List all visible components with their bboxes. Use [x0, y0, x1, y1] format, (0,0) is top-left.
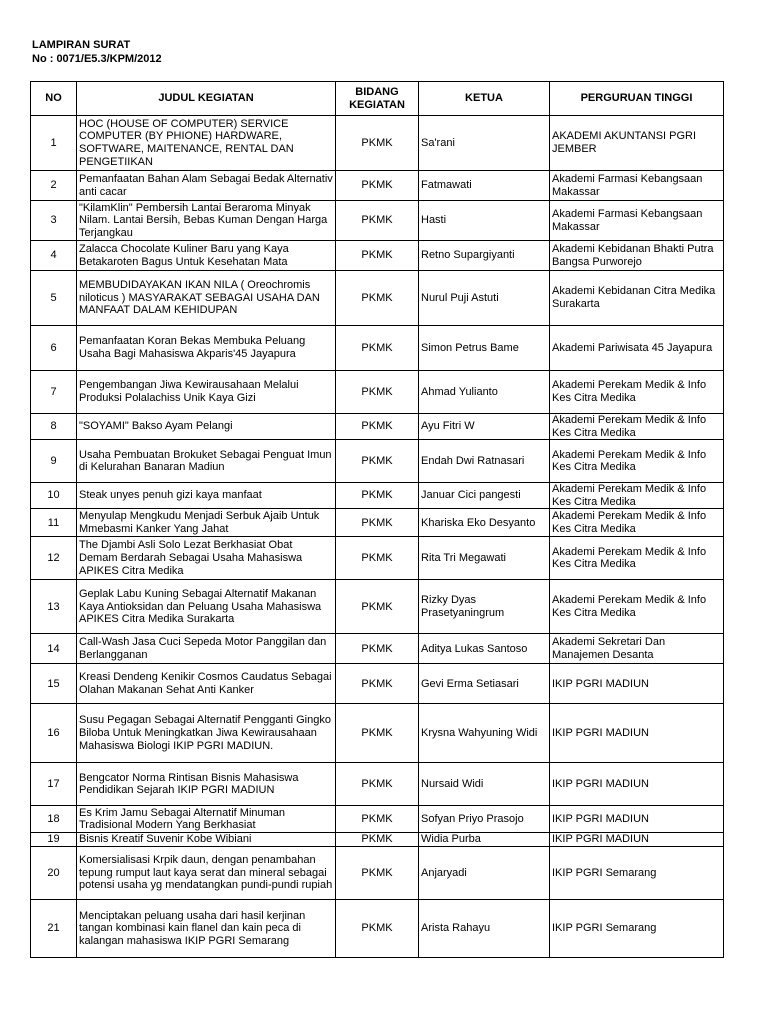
cell-perguruan-tinggi: Akademi Perekam Medik & Info Kes Citra Medika [550, 440, 724, 483]
table-row [31, 580, 724, 634]
table-row [31, 833, 724, 847]
cell-ketua: Arista Rahayu [419, 899, 550, 957]
table-row [31, 664, 724, 704]
cell-perguruan-tinggi: Akademi Farmasi Kebangsaan Makassar [550, 171, 724, 201]
table-row [31, 326, 724, 371]
cell-ketua: Anjaryadi [419, 846, 550, 899]
cell-ketua: Widia Purba [419, 833, 550, 847]
table-row [31, 440, 724, 483]
cell-perguruan-tinggi: IKIP PGRI MADIUN [550, 704, 724, 763]
cell-ketua: Ahmad Yulianto [419, 371, 550, 414]
cell-perguruan-tinggi: Akademi Sekretari Dan Manajemen Desanta [550, 634, 724, 664]
cell-judul-kegiatan: Kreasi Dendeng Kenikir Cosmos Caudatus Sebagai Olahan Makanan Sehat Anti Kanker [77, 664, 336, 704]
cell-perguruan-tinggi: IKIP PGRI MADIUN [550, 763, 724, 806]
cell-perguruan-tinggi: IKIP PGRI Semarang [550, 846, 724, 899]
cell-bidang-kegiatan: PKMK [336, 371, 419, 414]
column-header-judul: JUDUL KEGIATAN [77, 82, 336, 116]
cell-ketua: Nurul Puji Astuti [419, 271, 550, 326]
cell-no: 10 [31, 483, 77, 509]
column-header-perguruan: PERGURUAN TINGGI [550, 82, 724, 116]
cell-ketua: Khariska Eko Desyanto [419, 509, 550, 537]
table-header-row [31, 82, 724, 116]
cell-no: 20 [31, 846, 77, 899]
table-row [31, 763, 724, 806]
cell-ketua: Fatmawati [419, 171, 550, 201]
cell-no: 14 [31, 634, 77, 664]
cell-no: 21 [31, 899, 77, 957]
cell-ketua: Nursaid Widi [419, 763, 550, 806]
cell-perguruan-tinggi: Akademi Perekam Medik & Info Kes Citra Medika [550, 414, 724, 440]
cell-perguruan-tinggi: Akademi Kebidanan Citra Medika Surakarta [550, 271, 724, 326]
header-title: LAMPIRAN SURAT [32, 39, 131, 51]
cell-no: 13 [31, 580, 77, 634]
cell-perguruan-tinggi: IKIP PGRI MADIUN [550, 833, 724, 847]
cell-bidang-kegiatan: PKMK [336, 509, 419, 537]
cell-judul-kegiatan: Usaha Pembuatan Brokuket Sebagai Penguat Imun di Kelurahan Banaran Madiun [77, 440, 336, 483]
table-row [31, 414, 724, 440]
table-row [31, 806, 724, 833]
table-row [31, 537, 724, 580]
cell-ketua: Endah Dwi Ratnasari [419, 440, 550, 483]
cell-bidang-kegiatan: PKMK [336, 899, 419, 957]
cell-ketua: Rizky Dyas Prasetyaningrum [419, 580, 550, 634]
cell-judul-kegiatan: "SOYAMI" Bakso Ayam Pelangi [77, 414, 336, 440]
activities-table [30, 81, 724, 958]
table-row [31, 483, 724, 509]
cell-ketua: Simon Petrus Bame [419, 326, 550, 371]
cell-perguruan-tinggi: Akademi Perekam Medik & Info Kes Citra Medika [550, 580, 724, 634]
cell-ketua: Hasti [419, 201, 550, 241]
cell-no: 8 [31, 414, 77, 440]
column-header-ketua: KETUA [419, 82, 550, 116]
cell-judul-kegiatan: Pemanfaatan Koran Bekas Membuka Peluang Usaha Bagi Mahasiswa Akparis'45 Jayapura [77, 326, 336, 371]
cell-bidang-kegiatan: PKMK [336, 326, 419, 371]
cell-perguruan-tinggi: IKIP PGRI MADIUN [550, 664, 724, 704]
cell-judul-kegiatan: Bengcator Norma Rintisan Bisnis Mahasiswa Pendidikan Sejarah IKIP PGRI MADIUN [77, 763, 336, 806]
table-row [31, 846, 724, 899]
cell-perguruan-tinggi: Akademi Farmasi Kebangsaan Makassar [550, 201, 724, 241]
table-row [31, 116, 724, 171]
cell-ketua: Aditya Lukas Santoso [419, 634, 550, 664]
cell-bidang-kegiatan: PKMK [336, 440, 419, 483]
cell-judul-kegiatan: Zalacca Chocolate Kuliner Baru yang Kaya Betakaroten Bagus Untuk Kesehatan Mata [77, 241, 336, 271]
cell-perguruan-tinggi: Akademi Kebidanan Bhakti Putra Bangsa Purworejo [550, 241, 724, 271]
table-body [31, 116, 724, 958]
cell-no: 2 [31, 171, 77, 201]
table-row [31, 704, 724, 763]
cell-judul-kegiatan: Bisnis Kreatif Suvenir Kobe Wibiani [77, 833, 336, 847]
cell-bidang-kegiatan: PKMK [336, 171, 419, 201]
cell-bidang-kegiatan: PKMK [336, 580, 419, 634]
cell-perguruan-tinggi: Akademi Perekam Medik & Info Kes Citra Medika [550, 509, 724, 537]
cell-ketua: Krysna Wahyuning Widi [419, 704, 550, 763]
table-row [31, 509, 724, 537]
cell-no: 7 [31, 371, 77, 414]
cell-ketua: Sa'rani [419, 116, 550, 171]
cell-bidang-kegiatan: PKMK [336, 241, 419, 271]
cell-judul-kegiatan: Susu Pegagan Sebagai Alternatif Pengganti Gingko Biloba Untuk Meningkatkan Jiwa Kewirausahaan Mahasiswa Biologi IKIP PGRI MADIUN. [77, 704, 336, 763]
cell-ketua: Gevi Erma Setiasari [419, 664, 550, 704]
cell-no: 18 [31, 806, 77, 833]
cell-judul-kegiatan: Es Krim Jamu Sebagai Alternatif Minuman Tradisional Modern Yang Berkhasiat [77, 806, 336, 833]
cell-judul-kegiatan: Komersialisasi Krpik daun, dengan penambahan tepung rumput laut kaya serat dan mineral sebagai potensi usaha yg mendatangkan pundi-pundi rupiah [77, 846, 336, 899]
cell-bidang-kegiatan: PKMK [336, 414, 419, 440]
cell-judul-kegiatan: Pengembangan Jiwa Kewirausahaan Melalui Produksi Polalachiss Unik Kaya Gizi [77, 371, 336, 414]
cell-bidang-kegiatan: PKMK [336, 537, 419, 580]
cell-ketua: Sofyan Priyo Prasojo [419, 806, 550, 833]
cell-no: 11 [31, 509, 77, 537]
cell-bidang-kegiatan: PKMK [336, 634, 419, 664]
cell-judul-kegiatan: Menyulap Mengkudu Menjadi Serbuk Ajaib Untuk Mmebasmi Kanker Yang Jahat [77, 509, 336, 537]
cell-judul-kegiatan: MEMBUDIDAYAKAN IKAN NILA ( Oreochromis niloticus ) MASYARAKAT SEBAGAI USAHA DAN MANFAAT DALAM KEHIDUPAN [77, 271, 336, 326]
cell-judul-kegiatan: Pemanfaatan Bahan Alam Sebagai Bedak Alternativ anti cacar [77, 171, 336, 201]
column-header-bidang: BIDANG KEGIATAN [336, 82, 419, 116]
cell-no: 19 [31, 833, 77, 847]
cell-no: 5 [31, 271, 77, 326]
cell-no: 6 [31, 326, 77, 371]
column-header-no: NO [31, 82, 77, 116]
cell-bidang-kegiatan: PKMK [336, 271, 419, 326]
cell-bidang-kegiatan: PKMK [336, 846, 419, 899]
cell-no: 12 [31, 537, 77, 580]
cell-perguruan-tinggi: Akademi Perekam Medik & Info Kes Citra Medika [550, 537, 724, 580]
cell-judul-kegiatan: The Djambi Asli Solo Lezat Berkhasiat Obat Demam Berdarah Sebagai Usaha Mahasiswa APIKES Citra Medika [77, 537, 336, 580]
cell-judul-kegiatan: "KilamKlin" Pembersih Lantai Beraroma Minyak Nilam. Lantai Bersih, Bebas Kuman Dengan Harga Terjangkau [77, 201, 336, 241]
cell-ketua: Januar Cici pangesti [419, 483, 550, 509]
cell-bidang-kegiatan: PKMK [336, 763, 419, 806]
cell-perguruan-tinggi: Akademi Pariwisata 45 Jayapura [550, 326, 724, 371]
cell-ketua: Rita Tri Megawati [419, 537, 550, 580]
cell-perguruan-tinggi: AKADEMI AKUNTANSI PGRI JEMBER [550, 116, 724, 171]
table-row [31, 201, 724, 241]
table-row [31, 634, 724, 664]
cell-perguruan-tinggi: IKIP PGRI Semarang [550, 899, 724, 957]
cell-perguruan-tinggi: Akademi Perekam Medik & Info Kes Citra Medika [550, 483, 724, 509]
table-row [31, 171, 724, 201]
cell-bidang-kegiatan: PKMK [336, 806, 419, 833]
table-row [31, 899, 724, 957]
cell-judul-kegiatan: Menciptakan peluang usaha dari hasil kerjinan tangan kombinasi kain flanel dan kain peca di kalangan mahasiswa IKIP PGRI Semarang [77, 899, 336, 957]
header-letter-number: No : 0071/E5.3/KPM/2012 [32, 53, 162, 65]
table-row [31, 271, 724, 326]
cell-no: 4 [31, 241, 77, 271]
cell-bidang-kegiatan: PKMK [336, 664, 419, 704]
cell-judul-kegiatan: Steak unyes penuh gizi kaya manfaat [77, 483, 336, 509]
cell-perguruan-tinggi: IKIP PGRI MADIUN [550, 806, 724, 833]
cell-no: 1 [31, 116, 77, 171]
cell-no: 15 [31, 664, 77, 704]
cell-ketua: Ayu Fitri W [419, 414, 550, 440]
cell-judul-kegiatan: Call-Wash Jasa Cuci Sepeda Motor Panggilan dan Berlangganan [77, 634, 336, 664]
cell-no: 16 [31, 704, 77, 763]
document-header [32, 38, 162, 66]
cell-judul-kegiatan: HOC (HOUSE OF COMPUTER) SERVICE COMPUTER (BY PHIONE) HARDWARE, SOFTWARE, MAITENANCE, RENTAL DAN PENGETIIKAN [77, 116, 336, 171]
cell-bidang-kegiatan: PKMK [336, 704, 419, 763]
cell-judul-kegiatan: Geplak Labu Kuning Sebagai Alternatif Makanan Kaya Antioksidan dan Peluang Usaha Mahasiswa APIKES Citra Medika Surakarta [77, 580, 336, 634]
cell-no: 3 [31, 201, 77, 241]
cell-bidang-kegiatan: PKMK [336, 116, 419, 171]
table-row [31, 241, 724, 271]
cell-bidang-kegiatan: PKMK [336, 833, 419, 847]
cell-bidang-kegiatan: PKMK [336, 201, 419, 241]
cell-ketua: Retno Supargiyanti [419, 241, 550, 271]
cell-no: 17 [31, 763, 77, 806]
cell-perguruan-tinggi: Akademi Perekam Medik & Info Kes Citra Medika [550, 371, 724, 414]
cell-no: 9 [31, 440, 77, 483]
table-row [31, 371, 724, 414]
cell-bidang-kegiatan: PKMK [336, 483, 419, 509]
